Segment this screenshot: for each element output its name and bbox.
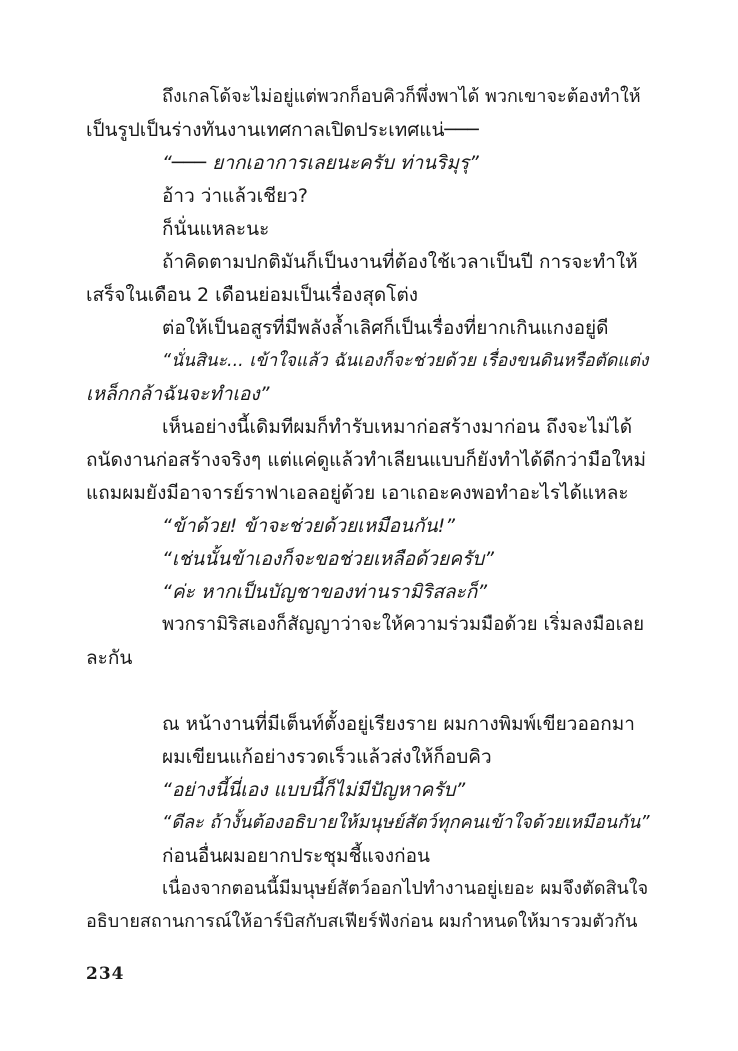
text-line: เนื่องจากตอนนี้มีมนุษย์สัตว์ออกไปทำงานอยู่เยอะ ผมจึงตัดสินใจ [162, 878, 649, 899]
text-line: ละกัน [86, 647, 133, 669]
dialogue-line: “อย่างนี้นี่เอง แบบนี้ก็ไม่มีปัญหาครับ” [162, 779, 466, 801]
text-line: ถนัดงานก่อสร้างจริงๆ แต่แค่ดูแล้วทำเลียนแบบก็ยังทำได้ดีกว่ามือใหม่ [86, 449, 646, 471]
dialogue-line: “นั่นสินะ... เข้าใจแล้ว ฉันเองก็จะช่วยด้วย เรื่องขนดินหรือตัดแต่ง [162, 351, 649, 371]
text-line: พวกรามิริสเองก็สัญญาว่าจะให้ความร่วมมือด้วย เริ่มลงมือเลย [162, 614, 645, 635]
text-line: เห็นอย่างนี้เดิมทีผมก็ทำรับเหมาก่อสร้างมาก่อน ถึงจะไม่ได้ [162, 416, 633, 438]
dialogue-line: เหล็กกล้าฉันจะทำเอง” [86, 383, 270, 405]
text-line: อธิบายสถานการณ์ให้อาร์บิสกับสเฟียร์ฟังก่อน ผมกำหนดให้มารวมตัวกัน [86, 911, 638, 932]
dialogue-line: “ดีละ ถ้างั้นต้องอธิบายให้มนุษย์สัตว์ทุกคนเข้าใจด้วยเหมือนกัน” [162, 812, 650, 833]
text-line: อ้าว ว่าแล้วเชียว? [162, 185, 308, 207]
text-line: ต่อให้เป็นอสูรที่มีพลังล้ำเลิศก็เป็นเรื่องที่ยากเกินแกงอยู่ดี [162, 317, 609, 339]
text-line: ก็นั่นแหละนะ [162, 218, 270, 240]
text-line: ถ้าคิดตามปกติมันก็เป็นงานที่ต้องใช้เวลาเป็นปี การจะทำให้ [162, 251, 638, 273]
dialogue-line: “ค่ะ หากเป็นบัญชาของท่านรามิริสละก็” [162, 581, 488, 603]
text-line: เสร็จในเดือน 2 เดือนย่อมเป็นเรื่องสุดโต่ง [86, 284, 419, 306]
text-line: ณ หน้างานที่มีเต็นท์ตั้งอยู่เรียงราย ผมกางพิมพ์เขียวออกมา [162, 713, 635, 735]
text-line: ก่อนอื่นผมอยากประชุมชี้แจงก่อน [162, 845, 431, 867]
dialogue-line: “ข้าด้วย! ข้าจะช่วยด้วยเหมือนกัน!” [162, 515, 456, 537]
dialogue-line: “─── ยากเอาการเลยนะครับ ท่านริมุรุ” [162, 152, 479, 174]
dialogue-line: “เช่นนั้นข้าเองก็จะขอช่วยเหลือด้วยครับ” [162, 548, 495, 570]
text-line: เป็นรูปเป็นร่างทันงานเทศกาลเปิดประเทศแน่─── [86, 119, 479, 141]
page-number: 234 [86, 964, 125, 984]
text-line: แถมผมยังมีอาจารย์ราฟาเอลอยู่ด้วย เอาเถอะคงพอทำอะไรได้แหละ [86, 482, 629, 504]
text-line: ผมเขียนแก้อย่างรวดเร็วแล้วส่งให้ก็อบคิว [162, 746, 492, 768]
text-line: ถึงเกลโด้จะไม่อยู่แต่พวกก็อบคิวก็พึ่งพาได้ พวกเขาจะต้องทำให้ [162, 86, 641, 107]
